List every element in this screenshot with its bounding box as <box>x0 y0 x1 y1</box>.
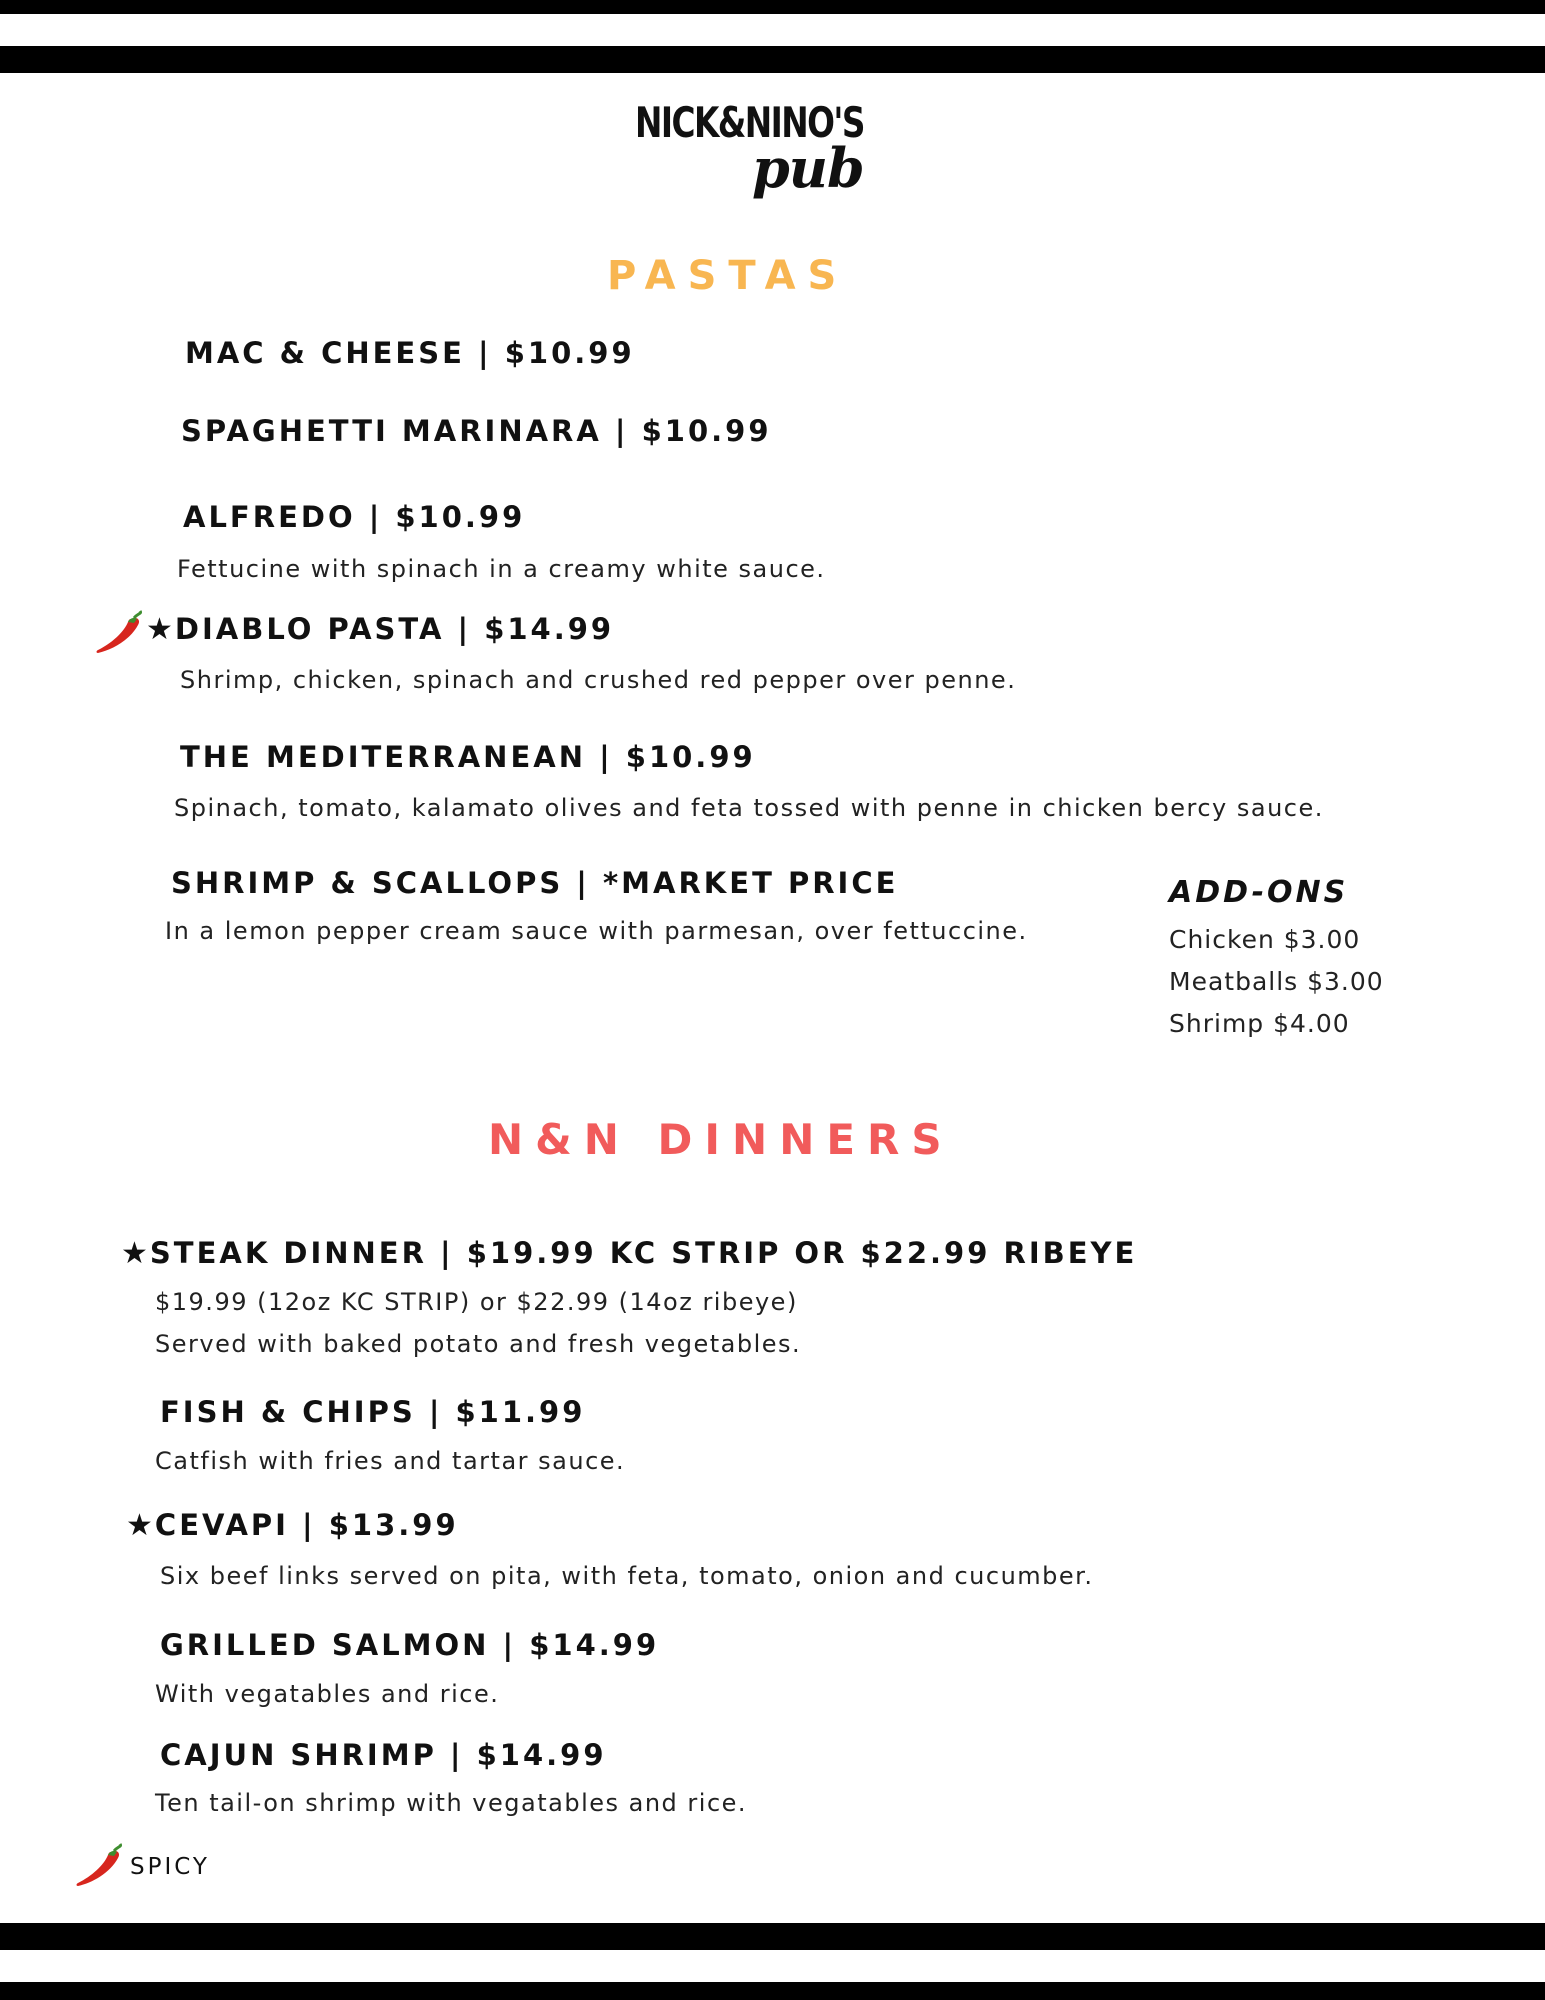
star-icon: ★ <box>146 612 173 647</box>
top-border-thick <box>0 46 1545 73</box>
menu-item-spaghetti-marinara: SPAGHETTI MARINARA | $10.99 <box>181 414 772 448</box>
chili-pepper-icon <box>74 1843 124 1888</box>
dinners-heading: N&N DINNERS <box>488 1115 954 1164</box>
menu-item-cevapi-desc: Six beef links served on pita, with feta, tomato, onion and cucumber. <box>160 1562 1094 1590</box>
addon-chicken: Chicken $3.00 <box>1169 925 1361 954</box>
pastas-heading: PASTAS <box>607 253 849 299</box>
menu-item-steak-dinner-desc: Served with baked potato and fresh vegetables. <box>155 1330 802 1358</box>
top-border-thin <box>0 0 1545 14</box>
menu-item-cajun-shrimp: CAJUN SHRIMP | $14.99 <box>160 1738 607 1772</box>
addon-meatballs: Meatballs $3.00 <box>1169 967 1384 996</box>
menu-item-shrimp-scallops: SHRIMP & SCALLOPS | *MARKET PRICE <box>171 866 899 900</box>
addons-heading: ADD-ONS <box>1169 875 1349 910</box>
addon-shrimp: Shrimp $4.00 <box>1169 1009 1350 1038</box>
menu-item-mediterranean: THE MEDITERRANEAN | $10.99 <box>180 740 756 774</box>
menu-item-cevapi-name: CEVAPI | $13.99 <box>154 1508 459 1542</box>
menu-item-fish-chips-desc: Catfish with fries and tartar sauce. <box>155 1447 626 1475</box>
menu-item-steak-dinner-name: STEAK DINNER | $19.99 KC STRIP OR $22.99 RIBEYE <box>149 1236 1138 1270</box>
spicy-legend-label: SPICY <box>130 1854 210 1880</box>
menu-item-mediterranean-desc: Spinach, tomato, kalamato olives and feta tossed with penne in chicken bercy sauce. <box>174 794 1324 822</box>
bottom-border-thick <box>0 1923 1545 1950</box>
menu-item-grilled-salmon: GRILLED SALMON | $14.99 <box>160 1628 660 1662</box>
menu-item-cajun-shrimp-desc: Ten tail-on shrimp with vegatables and rice. <box>155 1789 748 1817</box>
menu-item-alfredo: ALFREDO | $10.99 <box>183 500 526 534</box>
menu-item-mac-cheese: MAC & CHEESE | $10.99 <box>185 336 635 370</box>
menu-item-steak-dinner-price-detail: $19.99 (12oz KC STRIP) or $22.99 (14oz ribeye) <box>155 1288 798 1316</box>
star-icon: ★ <box>126 1508 153 1543</box>
restaurant-logo <box>630 98 880 210</box>
logo-pub: pub <box>752 136 864 200</box>
menu-item-diablo-pasta <box>146 612 614 647</box>
menu-item-diablo-pasta-desc: Shrimp, chicken, spinach and crushed red pepper over penne. <box>180 666 1017 694</box>
star-icon: ★ <box>121 1236 148 1271</box>
chili-pepper-icon <box>94 610 144 655</box>
bottom-border-thin <box>0 1982 1545 2000</box>
menu-item-fish-chips: FISH & CHIPS | $11.99 <box>160 1395 586 1429</box>
menu-item-alfredo-desc: Fettucine with spinach in a creamy white sauce. <box>177 555 826 583</box>
menu-item-shrimp-scallops-desc: In a lemon pepper cream sauce with parmesan, over fettuccine. <box>165 917 1028 945</box>
menu-item-diablo-pasta-name: DIABLO PASTA | $14.99 <box>174 612 615 646</box>
menu-item-cevapi <box>126 1508 459 1543</box>
menu-item-grilled-salmon-desc: With vegatables and rice. <box>155 1680 500 1708</box>
logo-name: NICK&NINO'S <box>635 98 864 147</box>
menu-item-steak-dinner <box>121 1236 1137 1271</box>
